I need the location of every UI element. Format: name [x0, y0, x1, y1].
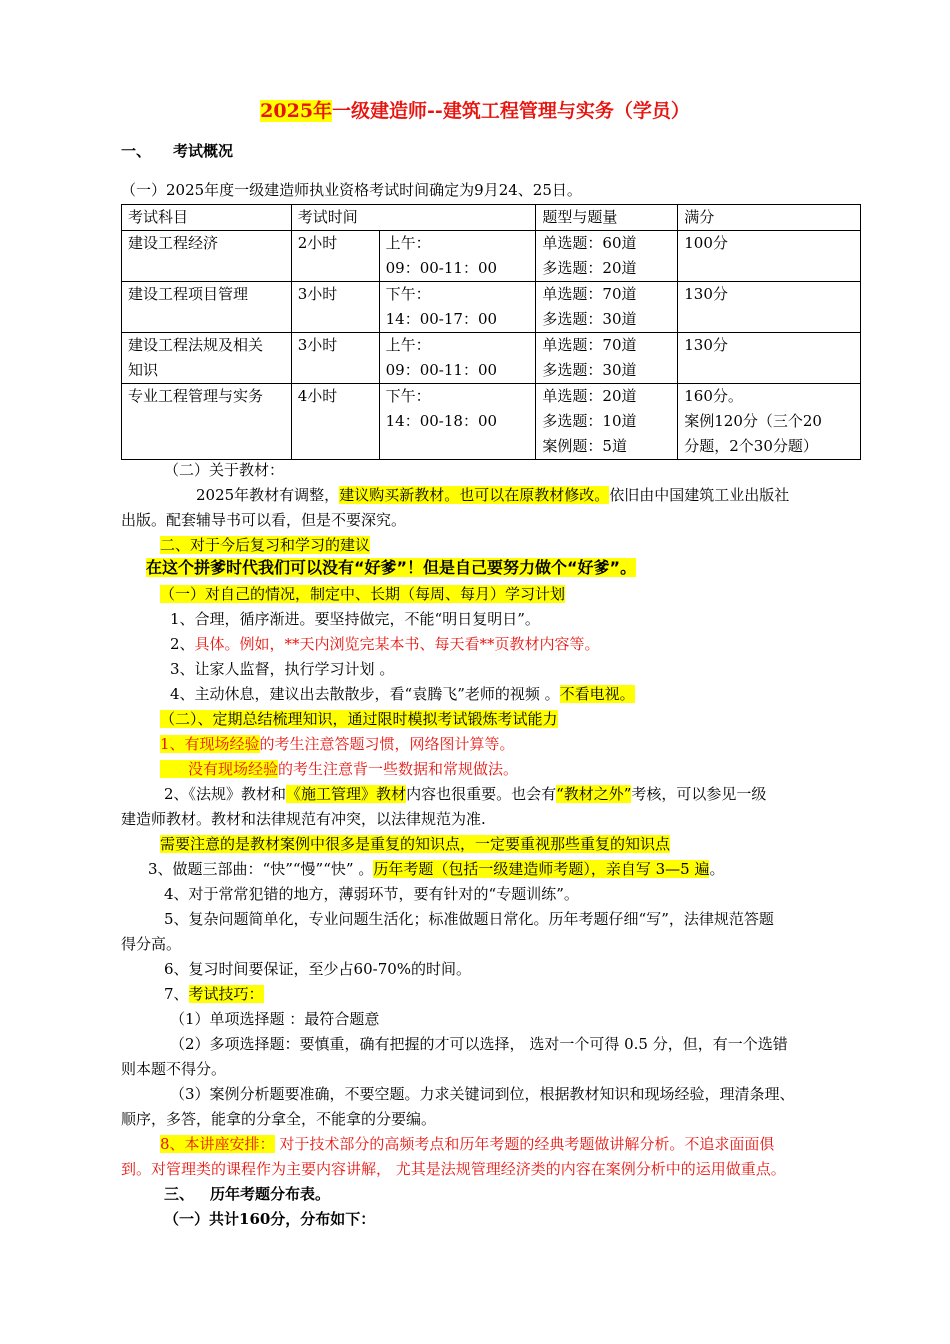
cell-line: 160分。 [684, 387, 743, 405]
cell-line: 多选题：10道 [542, 412, 637, 430]
cell-line: 多选题：20道 [542, 259, 637, 277]
highlight-run: “教材之外” [556, 785, 632, 803]
time-cell [379, 282, 536, 333]
list-item: 3、让家人监督，执行学习计划 。 [170, 660, 395, 678]
cell-line: 单选题：20道 [542, 387, 637, 405]
cell-line: 14：00-17：00 [385, 310, 498, 328]
cell-line: 09：00-11：00 [385, 361, 498, 379]
highlight-run: 历年考题（包括一级建造师考题），亲自写 3—5 遍 [373, 860, 710, 878]
cell-line: 分题，2个30分题） [684, 437, 818, 455]
cell-line: 专业工程管理与实务 [128, 387, 264, 405]
list-item [164, 782, 909, 806]
table-header-row [122, 205, 861, 231]
score-cell [678, 333, 861, 384]
slogan [146, 556, 891, 580]
list-item: （1）单项选择题 ：最符合题意 [170, 1010, 380, 1028]
textbook-paragraph-cont: 出版。配套辅导书可以看，但是不要深究。 [121, 511, 407, 529]
table-row [122, 282, 861, 333]
highlight-run: 1、有现场经验 [160, 735, 260, 753]
cell-line: 多选题：30道 [542, 310, 637, 328]
highlight-run: （二）、定期总结梳理知识，通过限时模拟考试锻炼考试能力 [160, 710, 558, 728]
text-run: 2025年教材有调整， [196, 486, 340, 504]
cell-line: 案例120分（三个20 [684, 412, 822, 430]
types-cell [536, 282, 678, 333]
header-cell: 题型与题量 [536, 205, 678, 231]
highlight-run: 考试技巧： [188, 985, 264, 1003]
red-run: 具体。例如，**天内浏览完某本书、每天看**页教材内容等。 [194, 635, 600, 653]
list-item: 4、对于常常犯错的地方，薄弱环节，要有针对的“专题训练”。 [164, 885, 579, 903]
list-item-cont: 顺序，多答，能拿的分拿全，不能拿的分要编。 [121, 1110, 437, 1128]
table-row [122, 231, 861, 282]
item-number: 2、 [170, 635, 195, 653]
cell-line: 上午： [385, 336, 431, 354]
section-1-text: 考试概况 [173, 142, 234, 160]
section-3-subheading: （一）共计160分，分布如下： [164, 1210, 376, 1228]
list-item: （2）多项选择题：要慎重，确有把握的才可以选择， 选对一个可得 0.5 分，但，有一个选错 [170, 1035, 788, 1053]
section-3-heading [164, 1182, 909, 1206]
list-item: 1、合理，循序渐进。要坚持做完，不能“明日复明日”。 [170, 610, 540, 628]
cell-line: 上午： [385, 234, 431, 252]
red-run: 的考生注意答题习惯，网络图计算等。 [259, 735, 515, 753]
cell-line: 单选题：60道 [542, 234, 637, 252]
time-cell [379, 384, 536, 460]
header-cell: 满分 [678, 205, 861, 231]
time-cell [379, 231, 536, 282]
highlight-run: 《施工管理》教材 [286, 785, 407, 803]
section-1-heading [121, 139, 866, 163]
list-item-cont: 则本题不得分。 [121, 1060, 227, 1078]
list-item [164, 982, 909, 1006]
duration-cell: 3小时 [291, 333, 379, 384]
time-cell [379, 333, 536, 384]
cell-line: 建设工程经济 [128, 234, 219, 252]
cell-line: 知识 [128, 361, 159, 379]
highlight-run: 没有现场经验 [160, 760, 278, 778]
highlight-run: 二、对于今后复习和学习的建议 [160, 536, 371, 554]
cell-line: 多选题：30道 [542, 361, 637, 379]
types-cell [536, 231, 678, 282]
list-item-cont: 得分高。 [121, 935, 182, 953]
cell-line: 09：00-11：00 [385, 259, 498, 277]
table-row [122, 333, 861, 384]
red-run: 对于技术部分的高频考点和历年考题的经典考题做讲解分析。不追求面面俱 [274, 1135, 775, 1153]
textbook-heading: （二）关于教材： [164, 461, 285, 479]
cell-line: 130分 [684, 285, 728, 303]
subject-cell [122, 231, 292, 282]
highlight-run: 需要注意的是教材案例中很多是重复的知识点，一定要重视那些重复的知识点 [160, 835, 671, 853]
section-3-text: 历年考题分布表。 [210, 1185, 331, 1203]
textbook-paragraph [196, 483, 941, 507]
list-item: 6、复习时间要保证，至少占60-70%的时间。 [164, 960, 472, 978]
table-row [122, 384, 861, 460]
types-cell [536, 333, 678, 384]
red-run: 的考生注意背一些数据和常规做法。 [278, 760, 519, 778]
cell-line: 下午： [385, 387, 431, 405]
types-cell [536, 384, 678, 460]
duration-cell: 3小时 [291, 282, 379, 333]
list-item [160, 832, 905, 856]
cell-line: 建设工程项目管理 [128, 285, 249, 303]
list-item [170, 682, 915, 706]
cell-line: 单选题：70道 [542, 285, 637, 303]
highlight-run: 不看电视。 [559, 685, 635, 703]
list-item: 5、复杂问题简单化，专业问题生活化；标准做题日常化。历年考题仔细“写”，法律规范答题 [164, 910, 774, 928]
cell-line: 100分 [684, 234, 728, 252]
list-item [160, 732, 905, 756]
exam-schedule-table [121, 204, 861, 460]
highlight-run: 在这个拼爹时代我们可以没有“好爹”！但是自己要努力做个“好爹”。 [146, 558, 637, 577]
item-number: 7、 [164, 985, 189, 1003]
section-3-number: 三、 [164, 1185, 195, 1203]
duration-cell: 4小时 [291, 384, 379, 460]
header-cell: 考试科目 [122, 205, 292, 231]
section-2-heading [160, 533, 905, 557]
text-run: 依旧由中国建筑工业出版社 [609, 486, 790, 504]
highlight-run: 8、本讲座安排： [160, 1135, 275, 1153]
list-item-cont: 建造师教材。教材和法律规范有冲突，以法律规范为准. [121, 810, 486, 828]
header-cell: 考试时间 [291, 205, 536, 231]
text-run: 3、做题三部曲：“快”“慢”“快” 。 [148, 860, 374, 878]
exam-date-line: （一）2025年度一级建造师执业资格考试时间确定为9月24、25日。 [121, 181, 582, 199]
cell-line: 下午： [385, 285, 431, 303]
cell-line: 建设工程法规及相关 [128, 336, 264, 354]
list-item [148, 857, 893, 881]
section-1-number: 一、 [121, 142, 152, 160]
text-run: 考核，可以参见一级 [631, 785, 767, 803]
title-text: 一级建造师--建筑工程管理与实务（学员） [332, 100, 690, 122]
subject-cell [122, 282, 292, 333]
highlight-run: 建议购买新教材。也可以在原教材修改。 [339, 486, 610, 504]
text-run: 。 [709, 860, 725, 878]
part-1-heading [160, 582, 905, 606]
subject-cell [122, 384, 292, 460]
list-item [160, 1132, 905, 1156]
part-2-heading [160, 707, 905, 731]
list-item-cont: 到。对管理类的课程作为主要内容讲解， 尤其是法规管理经济类的内容在案例分析中的运用做重点。 [121, 1160, 786, 1178]
text-run: 2、《法规》教材和 [164, 785, 287, 803]
cell-line: 14：00-18：00 [385, 412, 498, 430]
list-item [170, 632, 915, 656]
score-cell [678, 384, 861, 460]
score-cell [678, 282, 861, 333]
cell-line: 案例题：5道 [542, 437, 627, 455]
subject-cell [122, 333, 292, 384]
list-item [160, 757, 905, 781]
title-year: 2025年 [260, 100, 333, 122]
duration-cell: 2小时 [291, 231, 379, 282]
page-title [0, 97, 950, 125]
text-run: 内容也很重要。也会有 [406, 785, 557, 803]
list-item: （3）案例分析题要准确，不要空题。力求关键词到位，根据教材知识和现场经验，理清条理、 [170, 1085, 795, 1103]
text-run: 4、主动休息，建议出去散散步，看“袁腾飞”老师的视频 。 [170, 685, 560, 703]
cell-line: 单选题：70道 [542, 336, 637, 354]
highlight-run: （一）对自己的情况，制定中、长期（每周、每月）学习计划 [160, 585, 566, 603]
score-cell [678, 231, 861, 282]
cell-line: 130分 [684, 336, 728, 354]
